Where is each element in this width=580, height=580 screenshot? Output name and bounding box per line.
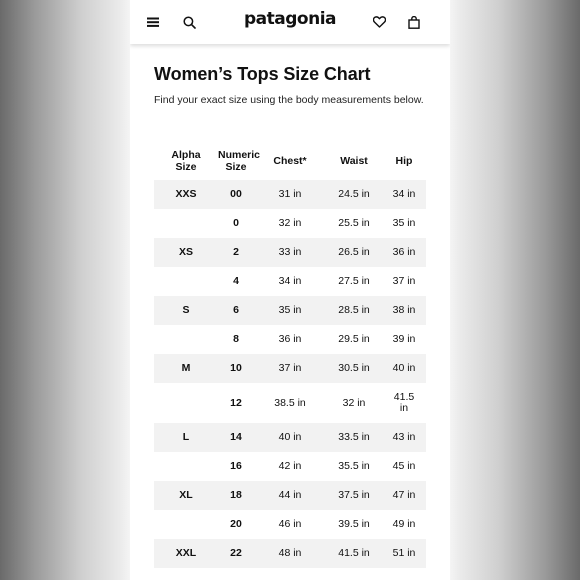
chest-cell: 34 in: [278, 275, 302, 287]
shopping-bag-icon[interactable]: [405, 13, 423, 31]
chest-cell: 35 in: [254, 296, 326, 325]
waist-cell: 27.5 in: [338, 275, 370, 287]
chest-cell: 46 in: [278, 518, 302, 530]
alpha-size-cell: [154, 209, 218, 238]
alpha-size-cell: XL: [154, 481, 218, 510]
hip-cell: 39 in: [392, 333, 416, 345]
table-row: [154, 383, 426, 423]
chest-cell: 40 in: [254, 423, 326, 452]
numeric-size-cell: 0: [233, 217, 239, 229]
table-row: [154, 452, 426, 481]
waist-cell: 29.5 in: [338, 333, 370, 345]
table-row: [154, 238, 426, 267]
chest-cell: 31 in: [254, 180, 326, 209]
numeric-size-cell: 18: [218, 481, 254, 510]
chest-cell: 36 in: [278, 333, 302, 345]
chest-cell: 42 in: [278, 460, 302, 472]
numeric-size-cell: 10: [218, 354, 254, 383]
hip-cell: 41.5 in: [393, 391, 415, 414]
hip-cell: 38 in: [382, 296, 426, 325]
numeric-size-cell: 16: [230, 460, 242, 472]
numeric-size-cell: 20: [230, 518, 242, 530]
waist-cell: 32 in: [342, 396, 366, 409]
hip-cell: 34 in: [382, 180, 426, 209]
waist-cell: 37.5 in: [326, 481, 382, 510]
column-header-alpha-size: Alpha Size: [171, 149, 201, 173]
waist-cell: 25.5 in: [338, 217, 370, 229]
waist-cell: 28.5 in: [326, 296, 382, 325]
waist-cell: 30.5 in: [326, 354, 382, 383]
hip-cell: 51 in: [382, 539, 426, 568]
waist-cell: 33.5 in: [326, 423, 382, 452]
hip-cell: 43 in: [382, 423, 426, 452]
waist-cell: 39.5 in: [338, 518, 370, 530]
column-header-waist: Waist: [340, 155, 368, 167]
numeric-size-cell: 4: [233, 275, 239, 287]
table-row: [154, 354, 426, 383]
numeric-size-cell: 2: [218, 238, 254, 267]
alpha-size-cell: XS: [154, 238, 218, 267]
hip-cell: 49 in: [392, 518, 416, 530]
search-icon[interactable]: [180, 13, 198, 31]
page-title: Women’s Tops Size Chart: [154, 64, 371, 84]
hip-cell: 40 in: [382, 354, 426, 383]
column-header-chest: Chest*: [273, 155, 307, 167]
hip-cell: 45 in: [392, 460, 416, 472]
table-row: [154, 510, 426, 539]
alpha-size-cell: M: [154, 354, 218, 383]
chest-cell: 33 in: [254, 238, 326, 267]
alpha-size-cell: XXS: [154, 180, 218, 209]
chest-cell: 48 in: [254, 539, 326, 568]
alpha-size-cell: [154, 383, 218, 423]
waist-cell: 35.5 in: [338, 460, 370, 472]
chest-cell: 44 in: [254, 481, 326, 510]
size-chart-table: [154, 142, 426, 568]
table-row: [154, 296, 426, 325]
alpha-size-cell: [154, 452, 218, 481]
table-row: [154, 180, 426, 209]
alpha-size-cell: [154, 510, 218, 539]
alpha-size-cell: [154, 267, 218, 296]
waist-cell: 24.5 in: [326, 180, 382, 209]
numeric-size-cell: 12: [230, 396, 242, 409]
waist-cell: 41.5 in: [326, 539, 382, 568]
alpha-size-cell: S: [154, 296, 218, 325]
chest-cell: 32 in: [278, 217, 302, 229]
numeric-size-cell: 00: [218, 180, 254, 209]
page-subtitle: Find your exact size using the body measurements below.: [154, 94, 424, 106]
chest-cell: 38.5 in: [274, 396, 306, 409]
column-header-numeric-size: Numeric Size: [218, 149, 261, 173]
table-row: [154, 325, 426, 354]
waist-cell: 26.5 in: [326, 238, 382, 267]
column-header-hip: Hip: [395, 155, 413, 167]
chest-cell: 37 in: [254, 354, 326, 383]
table-row: [154, 481, 426, 510]
numeric-size-cell: 14: [218, 423, 254, 452]
hip-cell: 47 in: [382, 481, 426, 510]
numeric-size-cell: 8: [233, 333, 239, 345]
hip-cell: 37 in: [392, 275, 416, 287]
patagonia-logo[interactable]: patagonia: [244, 9, 336, 29]
heart-icon[interactable]: [370, 13, 388, 31]
table-row: [154, 539, 426, 568]
site-header: [130, 0, 450, 44]
table-row: [154, 267, 426, 296]
numeric-size-cell: 22: [218, 539, 254, 568]
hip-cell: 35 in: [392, 217, 416, 229]
hip-cell: 36 in: [382, 238, 426, 267]
numeric-size-cell: 6: [218, 296, 254, 325]
table-row: [154, 423, 426, 452]
phone-screen: [130, 0, 450, 580]
alpha-size-cell: XXL: [154, 539, 218, 568]
table-header-row: [154, 142, 426, 180]
table-row: [154, 209, 426, 238]
hamburger-menu-icon[interactable]: [144, 13, 162, 31]
alpha-size-cell: L: [154, 423, 218, 452]
alpha-size-cell: [154, 325, 218, 354]
